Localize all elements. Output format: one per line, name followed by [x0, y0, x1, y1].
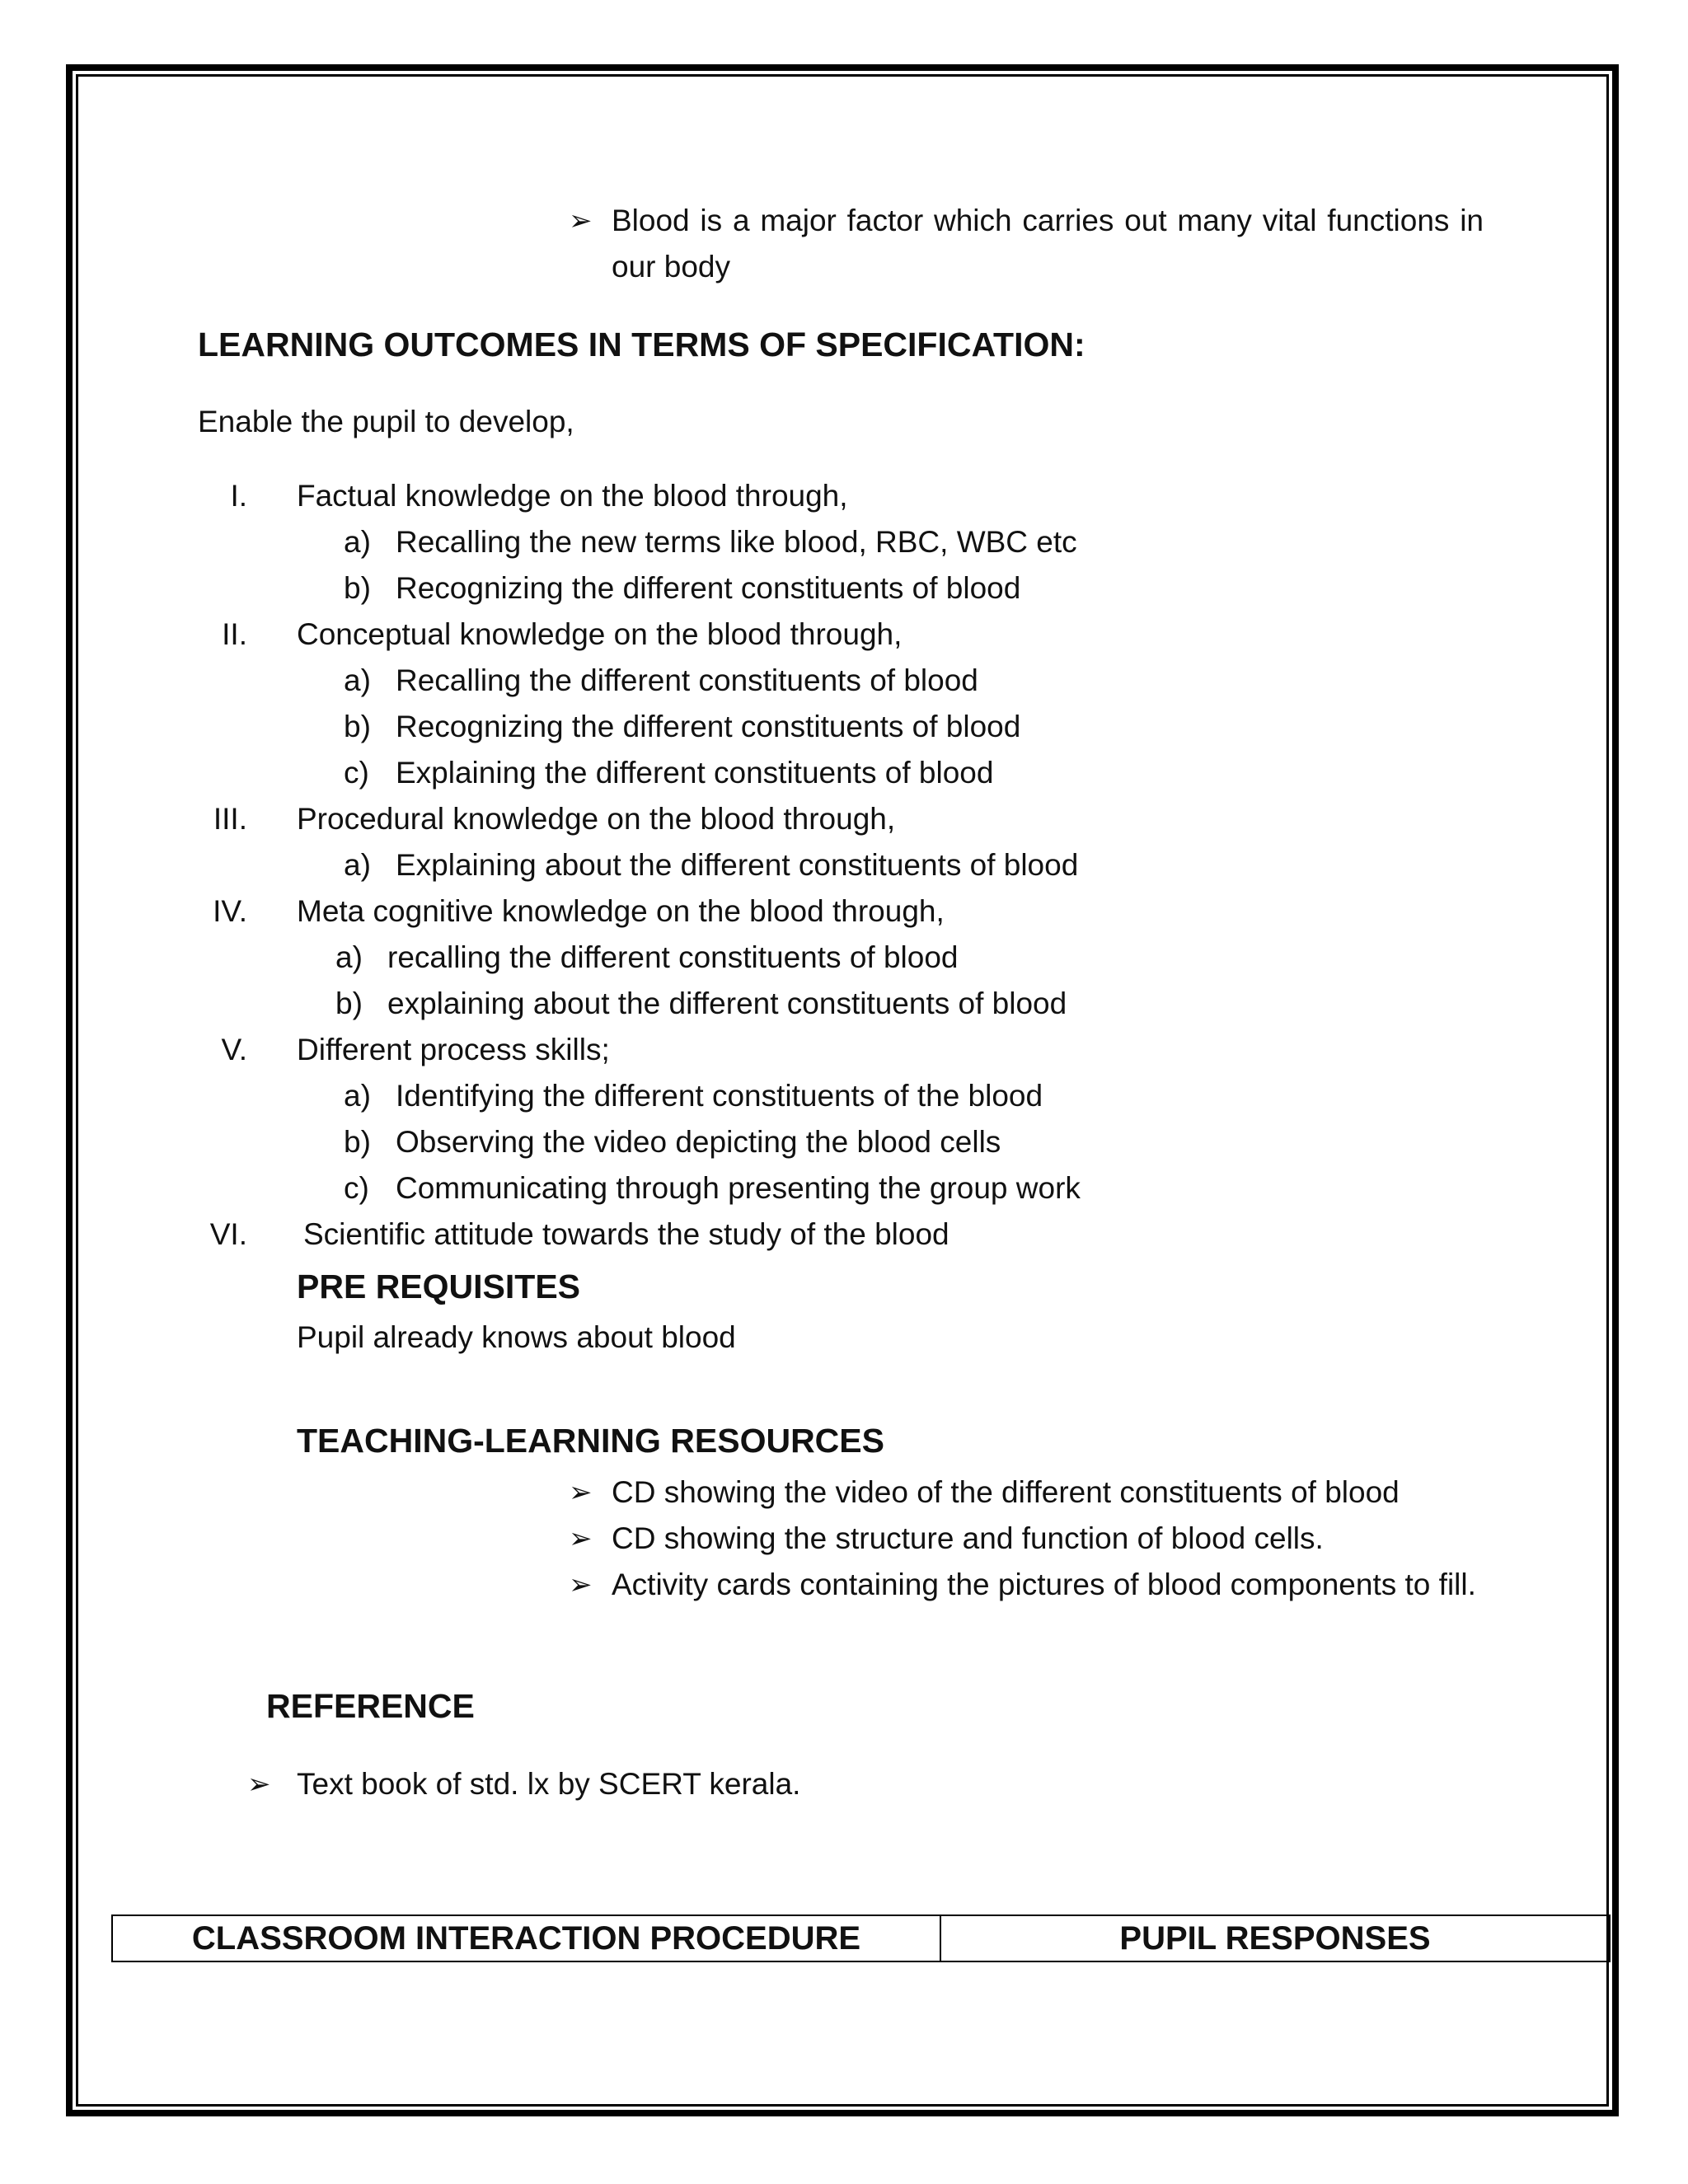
outcome-item: Meta cognitive knowledge on the blood through,: [297, 894, 945, 928]
resource-item: Activity cards containing the pictures of blood components to fill.: [612, 1568, 1476, 1601]
outcome-subitem-letter: b): [335, 987, 363, 1020]
learning-outcomes-heading: LEARNING OUTCOMES IN TERMS OF SPECIFICATION:: [198, 326, 1085, 363]
outcome-item: Different process skills;: [297, 1033, 610, 1066]
outcome-subitem-letter: b): [344, 1125, 371, 1159]
table-header-procedure: CLASSROOM INTERACTION PROCEDURE: [113, 1916, 941, 1961]
outcome-subitem: Recognizing the different constituents of blood: [396, 710, 1021, 743]
outcome-subitem-letter: b): [344, 571, 371, 605]
procedure-table-header: [111, 1915, 1611, 1962]
intro-bullet-text: Blood is a major factor which carries out many vital functions in our body: [612, 204, 1484, 284]
outcome-subitem: Explaining about the different constituents of blood: [396, 848, 1079, 882]
bullet-arrow-icon: ➢: [569, 1477, 593, 1508]
outcome-subitem-letter: c): [344, 756, 369, 790]
outcome-numeral: II.: [222, 617, 247, 651]
bullet-arrow-icon: ➢: [569, 205, 593, 237]
outcome-subitem-letter: c): [344, 1171, 369, 1205]
outcome-subitem-letter: a): [335, 940, 363, 974]
bullet-arrow-icon: ➢: [569, 1523, 593, 1554]
outcome-subitem-letter: b): [344, 710, 371, 743]
outcome-subitem: Communicating through presenting the group work: [396, 1171, 1081, 1205]
outcome-subitem: Recalling the different constituents of blood: [396, 663, 978, 697]
bullet-arrow-icon: ➢: [569, 1569, 593, 1601]
resource-item: CD showing the video of the different constituents of blood: [612, 1475, 1400, 1509]
outcome-subitem-letter: a): [344, 525, 371, 559]
pre-requisites-text: Pupil already knows about blood: [297, 1320, 736, 1354]
outcome-numeral: IV.: [213, 894, 247, 928]
outcome-subitem-letter: a): [344, 663, 371, 697]
resources-heading: TEACHING-LEARNING RESOURCES: [297, 1422, 884, 1460]
outcome-numeral: I.: [230, 479, 247, 513]
outcome-item: Factual knowledge on the blood through,: [297, 479, 848, 513]
outcome-subitem-letter: a): [344, 848, 371, 882]
outcome-subitem: Identifying the different constituents of the blood: [396, 1079, 1043, 1113]
outcome-item: Conceptual knowledge on the blood through,: [297, 617, 903, 651]
outcome-subitem-letter: a): [344, 1079, 371, 1113]
outcome-subitem: explaining about the different constituents of blood: [387, 987, 1067, 1020]
bullet-arrow-icon: ➢: [247, 1769, 271, 1800]
outcome-subitem: Observing the video depicting the blood cells: [396, 1125, 1001, 1159]
outcome-subitem: recalling the different constituents of blood: [387, 940, 959, 974]
outcome-subitem: Explaining the different constituents of blood: [396, 756, 994, 790]
outcome-subitem: Recognizing the different constituents of blood: [396, 571, 1021, 605]
table-header-responses: PUPIL RESPONSES: [1119, 1919, 1431, 1957]
reference-item: Text book of std. lx by SCERT kerala.: [297, 1767, 801, 1801]
outcome-numeral: V.: [221, 1033, 247, 1066]
outcome-subitem: Recalling the new terms like blood, RBC, WBC etc: [396, 525, 1077, 559]
pre-requisites-heading: PRE REQUISITES: [297, 1268, 581, 1305]
outcome-item: Procedural knowledge on the blood through,: [297, 802, 896, 836]
resource-item: CD showing the structure and function of blood cells.: [612, 1521, 1324, 1555]
reference-heading: REFERENCE: [266, 1687, 475, 1725]
outcome-item: Scientific attitude towards the study of the blood: [303, 1217, 950, 1251]
outcome-numeral: III.: [213, 802, 247, 836]
learning-outcomes-lead: Enable the pupil to develop,: [198, 405, 574, 438]
outcome-numeral: VI.: [209, 1217, 247, 1251]
